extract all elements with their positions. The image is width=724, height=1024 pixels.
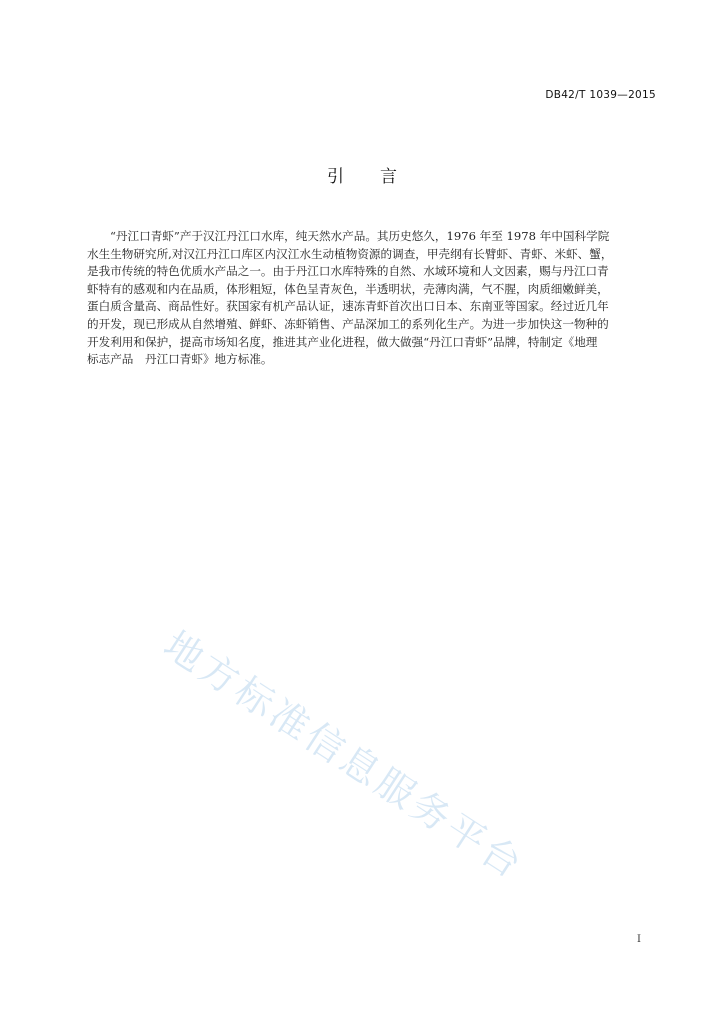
paragraph-line: 蛋白质含量高、商品性好。获国家有机产品认证，速冻青虾首次出口日本、东南亚等国家。经过近几年 xyxy=(87,299,609,314)
paragraph-line: 标志产品 丹江口青虾》地方标准。 xyxy=(87,352,273,367)
paragraph-line: 的开发，现已形成从自然增殖、鲜虾、冻虾销售、产品深加工的系列化生产。为进一步加快这一物种的 xyxy=(87,316,609,331)
paragraph-line: 水生生物研究所,对汉江丹江口库区内汉江水生动植物资源的调查，甲壳纲有长臂虾、青虾、米虾、蟹， xyxy=(87,246,613,261)
introduction-paragraph xyxy=(87,228,657,369)
paragraph-line: “丹江口青虾”产于汉江丹江口水库，纯天然水产品。其历史悠久，1976 年至 1978 年中国科学院 xyxy=(110,229,610,243)
section-title: 引言 xyxy=(327,167,433,187)
page-number: I xyxy=(637,934,641,945)
paragraph-line: 开发利用和保护，提高市场知名度，推进其产业化进程，做大做强“丹江口青虾”品牌，特制定《地理 xyxy=(87,334,598,349)
watermark-text: 地方标准信息服务平台 xyxy=(156,622,533,889)
standard-code: DB42/T 1039—2015 xyxy=(545,89,656,101)
paragraph-line: 虾特有的感观和内在品质，体形粗短，体色呈青灰色，半透明状，壳薄肉满，气不腥，肉质细嫩鲜美， xyxy=(87,281,609,296)
paragraph-line: 是我市传统的特色优质水产品之一。由于丹江口水库特殊的自然、水域环境和人文因素，赐与丹江口青 xyxy=(87,264,609,279)
